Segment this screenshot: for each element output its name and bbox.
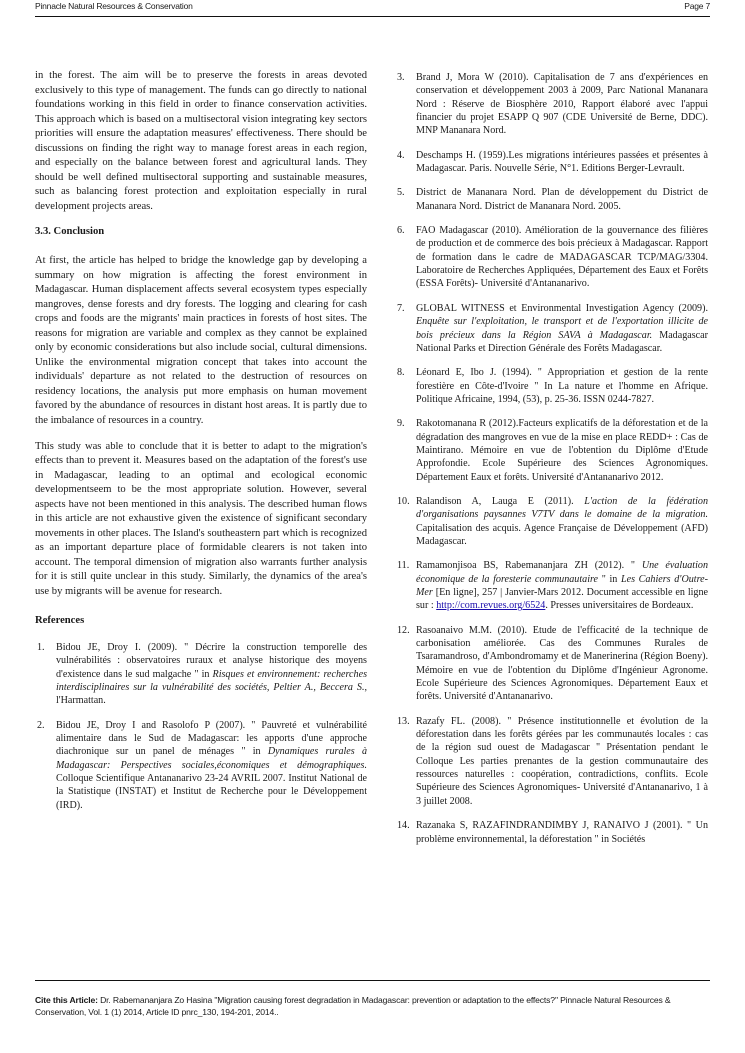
right-column [395,71,708,846]
reference-item: 8. Léonard E, Ibo J. (1994). " Appropriation et gestion de la rente forestière en Côte-d'Ivoire " In La nature et l'homme en Afrique. Politique Africaine, 1994, (53), p. 25-36. ISSN 0244-7827. [397,367,708,405]
reference-item: 14. Razanaka S, RAZAFINDRANDIMBY J, RANAIVO J (2001). " Un problème environnemental, la déforestation " in Sociétés [397,820,708,845]
section-heading: 3.3. Conclusion [35,226,105,238]
reference-list [35,641,367,812]
reference-link[interactable]: http://com.revues.org/6524 [436,600,546,612]
reference-item: 12. Rasoanaivo M.M. (2010). Etude de l'efficacité de la technique de carbonisation améliorée. Cas des Communes Rurales de Tsaramandroso, d'Ambondromamy et de Manerinerina (Région Boeny). Mémoire en vue de l'obtention du Diplôme d'Ingénieur Agronome. Ecole Supérieure des Sciences Agronomiques. Département Eaux et forêts. Université d'Antananarivo. [397,624,708,703]
reference-item: 10. Ralandison A, Lauga E (2011). L'action de la fédération d'organisations paysannes V7TV dans le domaine de la migration. Capitalisation des acquis. Agence Française de Développement (AFD) Madagascar. [397,495,708,547]
reference-item: 6. FAO Madagascar (2010). Amélioration de la gouvernance des filières de production et de commerce des bois précieux à Madagascar. Rapport de formation dans le cadre de MADAGASCAR TCP/MAG/3304. Laboratoire de Recherches Appliquées, Département des Eaux et Forêts (ESSA Forêts)- Université d'Antananarivo. [397,225,708,290]
body-paragraph: At first, the article has helped to bridge the knowledge gap by developing a summary on how migration is affecting the forest environment in Madagascar. Human displacement affects several ecosystem types especially mangroves, dense forests and dry forests. The logging and clearing for cash crops and foods are the migrants' main practices in forests of host sites. The reasons for migration are variable and complex as they cannot be explained only by economic considerations but also include social, cultural dimensions. Unlike the environmental migration concept that takes into account the individuals' departure as not related to the destruction of resources on residency locations, the analysis put more emphasis on human movement favored by the abundance of resources in distant host areas. It is partly due to the imbalance of resources in a country. [35,254,367,426]
reference-item: 9. Rakotomanana R (2012).Facteurs explicatifs de la déforestation et de la dégradation des mangroves en vue de la mise en place REDD+ : Cas de Maintirano. Mémoire en vue de l'obtention du Diplôme d'Etude Approfondie. Ecole Supérieure des Sciences Agronomiques. Département Eaux et forêts. Université d'Antananarivo 2012. [397,418,708,483]
citation-footer [35,980,710,1019]
body-paragraph: This study was able to conclude that it is better to adapt to the migration's effects than to prevent it. Measures based on the adaptation of the forest's use in Madagascar, leading to an optimal and ecological economic developmentseem to be the most appropriate solution. However, several aspects have not been mentioned in this analysis. The described human flows in this article are not exhaustive given the existence of significant secondary movements in other places. The Island's southeastern part which is recognized as an important departure place of formidable clearers is not taken into account. The temporal dimension of migration also warrants further analysis for it is still quite unclear in this study. Similarly, the dynamics of the area's use by migrants will be avenue for research. [35,440,367,597]
cite-text: Dr. Rabemananjara Zo Hasina "Migration causing forest degradation in Madagascar: prevention or adaptation to the effects?" Pinnacle Natural Resources & Conservation, Vol. 1 (1) 2014, Article ID pnrc_130, 194-201, 2014.. [35,995,671,1018]
reference-item: 13. Razafy FL. (2008). " Présence institutionnelle et évolution de la déforestation dans les forêts gérées par les communautés locales : cas de la région sud ouest de Madagascar " Présentation pendant le Colloque Les parties prenantes de la gestion communautaire des ressources naturelles : coopération, contradictions, conflits. Ecole Supérieure des Sciences Agronomiques- Université d'Antananarivo, 1 à 3 juillet 2008. [397,715,708,807]
running-header [35,0,710,17]
reference-item: 1. Bidou JE, Droy I. (2009). " Décrire la construction temporelle des vulnérabilités : observatoires ruraux et analyse historique des moyens d'existence dans le sud malgache " in Risques et environnement: recherches interdisciplinaires sur la vulnérabilité des sociétés, Peltier A., Beccera S., l'Harmattan. [37,642,367,707]
references-heading: References [35,614,85,626]
reference-item: 3. Brand J, Mora W (2010). Capitalisation de 7 ans d'expériences en conservation et développement 2003 à 2009, Parc National Mananara Nord : Réserve de Biosphère 2010, Rapport élaboré avec l'appui financier du projet ESAPP Q 907 (CDE Université de Berne, DDC). MNP Mananara Nord. [397,72,708,137]
cite-label: Cite this Article: [35,995,98,1005]
reference-item: 5. District de Mananara Nord. Plan de développement du District de Mananara Nord. District de Mananara Nord. 2005. [397,187,708,212]
page-number: Page 7 [684,1,710,11]
body-paragraph: in the forest. The aim will be to preserve the forests in areas devoted exclusively to this type of management. The funds can go directly to national foundations working in this field in order to finance conservation activities. This approach which is based on a multisectoral vision integrating key sectors priorities will ensure the adaptation measures' effectiveness. There should be discussions on finding the right way to manage forest areas in each region, and especially on the balance between forest and agricultural lands. They should be well defined multisectoral supporting and sustainable measures, such as balancing forest protection and exploitation especially in rural development projects areas. [35,70,367,212]
reference-item: 2. Bidou JE, Droy I and Rasolofo P (2007). " Pauvreté et vulnérabilité alimentaire dans le Sud de Madagascar: les apports d'une approche diachronique sur un panel de ménages " in Dynamiques rurales à Madagascar: Perspectives sociales,économiques et démographiques. Colloque Scientifique Antananarivo 23-24 AVRIL 2007. Institut National de la Statistique (INSTAT) et Institut de Recherche pour le Développement (IRD). [37,719,368,811]
reference-item: 7. GLOBAL WITNESS et Environmental Investigation Agency (2009). Enquête sur l'exploitation, le transport et de l'exportation illicite de bois précieux dans la Région SAVA à Madagascar. Madagascar National Parks et Direction Générale des Forêts Madagascar. [397,302,708,354]
reference-item: 11. Ramamonjisoa BS, Rabemananjara ZH (2012). " Une évaluation économique de la foresterie communautaire " in Les Cahiers d'Outre-Mer [En ligne], 257 | Janvier-Mars 2012. Document accessible en ligne sur : http://com.revues.org/6524. Presses universitaires de Bordeaux. [397,560,709,612]
reference-list [395,71,708,846]
journal-name: Pinnacle Natural Resources & Conservation [35,1,193,11]
left-column [35,69,367,823]
reference-item: 4. Deschamps H. (1959).Les migrations intérieures passées et présentes à Madagascar. Paris. Nouvelle Série, N°1. Editions Berger-Levrault. [397,149,708,175]
